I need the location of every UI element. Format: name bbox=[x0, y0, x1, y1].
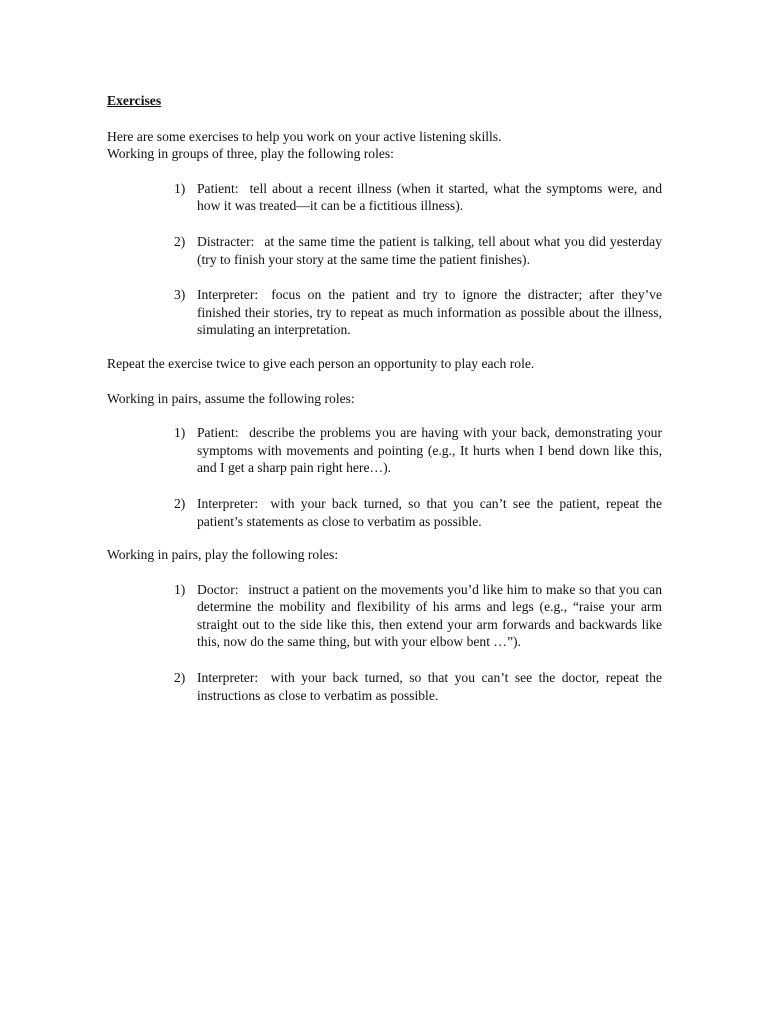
role-label: Patient: bbox=[197, 425, 239, 441]
section1-closing: Repeat the exercise twice to give each person an opportunity to play each role. bbox=[107, 355, 535, 371]
list-item bbox=[107, 286, 662, 339]
role-description: describe the problems you are having with your back, demonstrating your symptoms with movements and pointing (e.g., It hurts when I bend down like this, and I get a sharp pain right here…). bbox=[197, 425, 662, 476]
role-description: instruct a patient on the movements you’d like him to make so that you can determine the mobility and flexibility of his arms and legs (e.g., “raise your arm straight out to the side like this, then extend your arm forwards and backwards like this, now do the same thing, but with your elbow bent …”). bbox=[197, 581, 662, 650]
list-number: 2) bbox=[174, 233, 186, 249]
list-item bbox=[107, 581, 662, 651]
list-number: 2) bbox=[174, 670, 186, 686]
role-label: Interpreter: bbox=[197, 287, 259, 303]
list-item bbox=[107, 233, 662, 268]
role-label: Interpreter: bbox=[197, 670, 259, 686]
section1-lead: Working in groups of three, play the following roles: bbox=[107, 146, 394, 162]
document-page bbox=[107, 92, 662, 720]
section3-lead: Working in pairs, play the following roles: bbox=[107, 547, 339, 563]
list-number: 2) bbox=[174, 495, 186, 511]
list-number: 1) bbox=[174, 180, 186, 196]
list-item bbox=[107, 180, 662, 215]
role-description: tell about a recent illness (when it started, what the symptoms were, and how it was treated—it can be a fictitious illness). bbox=[197, 180, 662, 214]
list-item bbox=[107, 495, 662, 530]
role-label: Doctor: bbox=[197, 581, 239, 597]
section3-role-list bbox=[107, 581, 662, 705]
role-label: Interpreter: bbox=[197, 495, 259, 511]
section2-role-list bbox=[107, 424, 662, 530]
list-number: 3) bbox=[174, 287, 186, 303]
list-number: 1) bbox=[174, 581, 186, 597]
role-label: Patient: bbox=[197, 180, 239, 196]
section1-role-list bbox=[107, 180, 662, 339]
role-description: with your back turned, so that you can’t see the doctor, repeat the instructions as close to verbatim as possible. bbox=[197, 670, 662, 703]
role-description: at the same time the patient is talking, tell about what you did yesterday (try to finish your story at the same time the patient finishes). bbox=[197, 233, 662, 267]
intro-text: Here are some exercises to help you work on your active listening skills. bbox=[107, 128, 502, 144]
list-item bbox=[107, 424, 662, 477]
page-title: Exercises bbox=[107, 93, 162, 108]
role-description: with your back turned, so that you can’t see the patient, repeat the patient’s statements as close to verbatim as possible. bbox=[197, 495, 662, 529]
list-item bbox=[107, 669, 662, 704]
section2-lead: Working in pairs, assume the following roles: bbox=[107, 390, 355, 406]
role-description: focus on the patient and try to ignore the distracter; after they’ve finished their stories, try to repeat as much information as possible about the illness, simulating an interpretation. bbox=[197, 287, 662, 338]
list-number: 1) bbox=[174, 425, 186, 441]
role-label: Distracter: bbox=[197, 233, 255, 249]
